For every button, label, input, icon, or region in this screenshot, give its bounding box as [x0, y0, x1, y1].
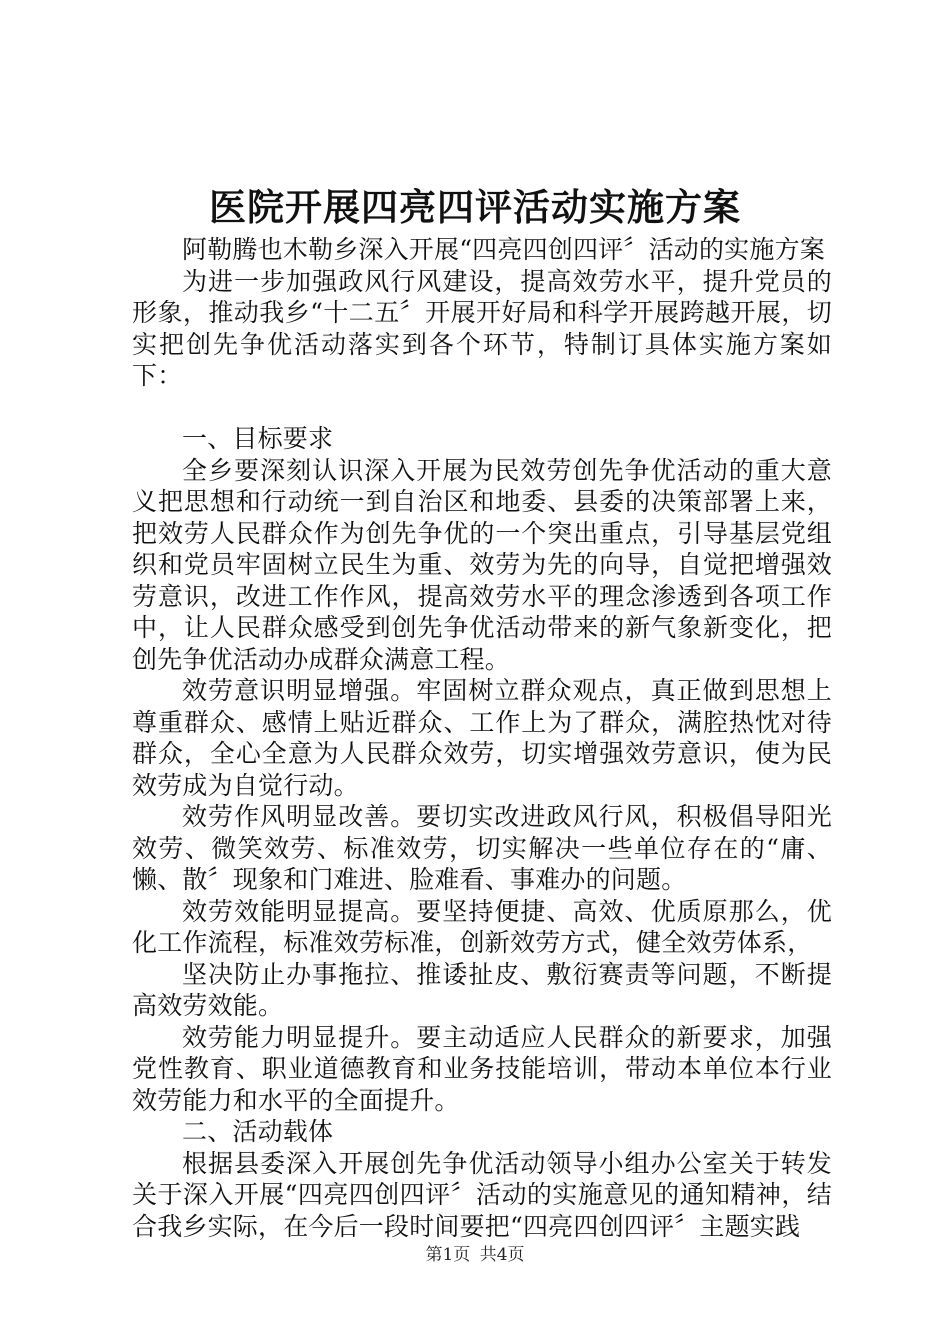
service-efficiency-paragraph: 效劳效能明显提高。要坚持便捷、高效、优质原那么，优化工作流程，标准效劳标准，创新效劳方式，健全效劳体系，: [132, 896, 832, 957]
intro-paragraph: 为进一步加强政风行风建设，提高效劳水平，提升党员的形象，推动我乡“十二五〞开展开好局和科学开展跨越开展，切实把创先争优活动落实到各个环节，特制订具体实施方案如下：: [132, 266, 832, 390]
section-heading-goals: 一、目标要求: [182, 424, 334, 453]
section-heading-activities: 二、活动载体: [182, 1117, 334, 1146]
service-efficiency-continued-paragraph: 坚决防止办事拖拉、推诿扯皮、敷衍赛责等问题，不断提高效劳效能。: [132, 959, 832, 1020]
page-footer: [0, 1244, 950, 1266]
document-title: 医院开展四亮四评活动实施方案: [209, 185, 741, 229]
page-number: 第1页: [425, 1245, 471, 1265]
document-body: [132, 234, 832, 1242]
goals-paragraph: 全乡要深刻认识深入开展为民效劳创先争优活动的重大意义把思想和行动统一到自治区和地委、县委的决策部署上来，把效劳人民群众作为创先争优的一个突出重点，引导基层党组织和党员牢固树立民生为重、效劳为先的向导，自觉把增强效劳意识，改进工作作风，提高效劳水平的理念渗透到各项工作中，让人民群众感受到创先争优活动带来的新气象新变化，把创先争优活动办成群众满意工程。: [132, 455, 832, 674]
service-style-paragraph: 效劳作风明显改善。要切实改进政风行风，积极倡导阳光效劳、微笑效劳、标准效劳，切实解决一些单位存在的“庸、懒、散〞现象和门难进、脸难看、事难办的问题。: [132, 802, 832, 894]
activities-paragraph: 根据县委深入开展创先争优活动领导小组办公室关于转发关于深入开展“四亮四创四评〞活动的实施意见的通知精神，结合我乡实际，在今后一段时间要把“四亮四创四评〞主题实践: [132, 1148, 832, 1241]
page-total: 共4页: [479, 1245, 525, 1265]
subtitle-paragraph: 阿勒腾也木勒乡深入开展“四亮四创四评〞活动的实施方案: [182, 235, 825, 264]
service-awareness-paragraph: 效劳意识明显增强。牢固树立群众观点，真正做到思想上尊重群众、感情上贴近群众、工作上为了群众，满腔热忱对待群众，全心全意为人民群众效劳，切实增强效劳意识，使为民效劳成为自觉行动。: [132, 676, 832, 800]
service-capability-paragraph: 效劳能力明显提升。要主动适应人民群众的新要求，加强党性教育、职业道德教育和业务技能培训，带动本单位本行业效劳能力和水平的全面提升。: [132, 1022, 832, 1115]
blank-line: [132, 392, 832, 424]
